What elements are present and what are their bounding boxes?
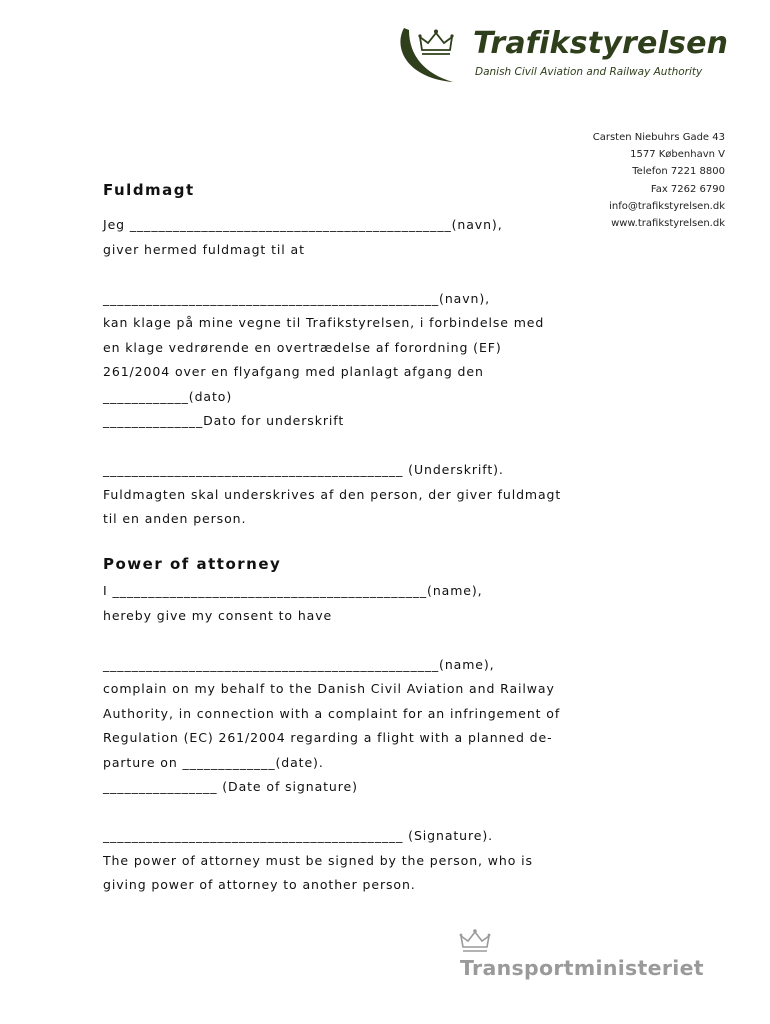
- english-section: [103, 555, 573, 898]
- danish-line: 261/2004 over en flyafgang med planlagt afgang den: [103, 364, 484, 379]
- logo-name: Trafikstyrelsen: [473, 26, 729, 61]
- english-line: I ____________________________________________(name),: [103, 583, 483, 598]
- address-fax: Fax 7262 6790: [650, 183, 725, 195]
- danish-line: til en anden person.: [103, 511, 247, 526]
- english-line: giving power of attorney to another person.: [103, 877, 416, 892]
- address-phone: Telefon 7221 8800: [632, 166, 725, 178]
- danish-line: [103, 434, 573, 459]
- address-block: [593, 129, 725, 232]
- english-heading: Power of attorney: [103, 555, 282, 573]
- address-website: www.trafikstyrelsen.dk: [611, 218, 725, 230]
- crown-icon: [458, 928, 492, 954]
- danish-line: kan klage på mine vegne til Trafikstyrelsen, i forbindelse med: [103, 315, 545, 330]
- danish-line: [103, 262, 573, 287]
- danish-line: _______________________________________________(navn),: [103, 290, 490, 306]
- crown-icon: [417, 28, 455, 58]
- danish-line: ____________(dato): [103, 388, 233, 404]
- logo-subtitle: Danish Civil Aviation and Railway Authority: [475, 66, 703, 78]
- danish-section: [103, 181, 573, 532]
- transportministeriet-logo: [458, 928, 718, 988]
- danish-line: __________________________________________ (Underskrift).: [103, 462, 504, 477]
- english-line: hereby give my consent to have: [103, 607, 333, 623]
- english-line: [103, 628, 573, 653]
- english-line: ________________ (Date of signature): [103, 779, 358, 794]
- english-line: _______________________________________________(name),: [103, 656, 495, 672]
- danish-line: Fuldmagten skal underskrives af den person, der giver fuldmagt: [103, 486, 562, 502]
- danish-line: giver hermed fuldmagt til at: [103, 241, 305, 257]
- address-email: info@trafikstyrelsen.dk: [609, 200, 725, 212]
- english-line: Regulation (EC) 261/2004 regarding a flight with a planned de-: [103, 730, 553, 745]
- danish-line: ______________Dato for underskrift: [103, 413, 345, 428]
- danish-line: en klage vedrørende en overtrædelse af forordning (EF): [103, 339, 502, 355]
- address-city: 1577 København V: [630, 149, 725, 161]
- address-street: Carsten Niebuhrs Gade 43: [592, 132, 725, 143]
- english-line: The power of attorney must be signed by the person, who is: [103, 852, 533, 868]
- danish-line: Jeg _____________________________________________(navn),: [103, 217, 503, 232]
- english-line: [103, 800, 573, 825]
- english-line: parture on _____________(date).: [103, 754, 324, 770]
- english-line: complain on my behalf to the Danish Civil Aviation and Railway: [103, 681, 555, 696]
- english-line: __________________________________________ (Signature).: [103, 828, 494, 843]
- footer-name: Transportministeriet: [460, 956, 704, 980]
- trafikstyrelsen-logo: [395, 22, 735, 92]
- danish-heading: Fuldmagt: [103, 181, 195, 199]
- english-line: Authority, in connection with a complaint for an infringement of: [103, 705, 561, 721]
